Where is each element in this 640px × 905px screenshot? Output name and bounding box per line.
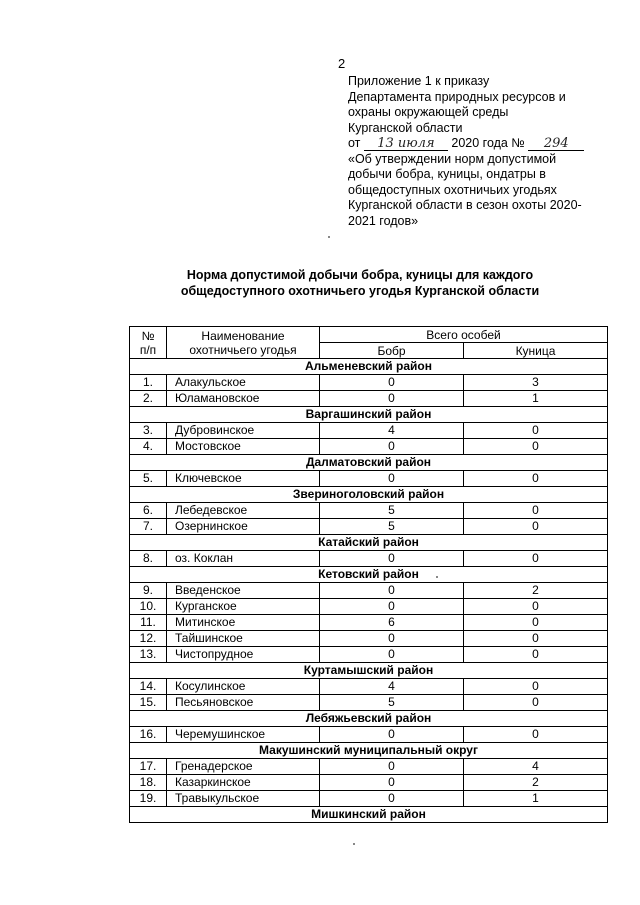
row-number: 8.	[130, 551, 167, 567]
district-name: Мишкинский район	[130, 807, 608, 823]
appendix-header	[348, 74, 610, 229]
header-name	[167, 327, 320, 359]
table-row	[130, 631, 608, 647]
beaver-count: 5	[320, 695, 464, 711]
district-row	[130, 407, 608, 423]
hunting-ground-name: Чистопрудное	[167, 647, 320, 663]
beaver-count: 0	[320, 551, 464, 567]
appendix-line: Курганской области	[348, 120, 463, 135]
district-row	[130, 359, 608, 375]
row-number: 2.	[130, 391, 167, 407]
document-title-line: общедоступного охотничьего угодья Курганской области	[180, 284, 540, 298]
scan-speck	[328, 236, 330, 238]
table-row	[130, 679, 608, 695]
table-row	[130, 599, 608, 615]
marten-count: 1	[464, 791, 608, 807]
header-num-line2: п/п	[139, 342, 157, 357]
hunting-ground-name: Ключевское	[167, 471, 320, 487]
table-row	[130, 503, 608, 519]
appendix-line: Приложение 1 к приказу	[348, 74, 490, 88]
district-name: Звериноголовский район	[130, 487, 608, 503]
hunting-ground-name: Курганское	[167, 599, 320, 615]
marten-count: 2	[464, 583, 608, 599]
order-title-line: добычи бобра, куницы, ондатры в	[348, 167, 546, 181]
hunting-ground-name: Казаркинское	[167, 775, 320, 791]
scan-speck	[353, 843, 355, 845]
beaver-count: 0	[320, 375, 464, 391]
district-name: Лебяжьевский район	[130, 711, 608, 727]
marten-count: 0	[464, 551, 608, 567]
district-name: Кетовский район	[130, 567, 608, 583]
header-num	[130, 327, 167, 359]
appendix-line: Департамента природных ресурсов и	[348, 89, 566, 104]
header-total: Всего особей	[320, 327, 608, 343]
beaver-count: 0	[320, 471, 464, 487]
district-row	[130, 567, 608, 583]
marten-count: 0	[464, 471, 608, 487]
marten-count: 0	[464, 679, 608, 695]
norms-table	[129, 326, 608, 823]
header-marten: Куница	[464, 343, 608, 359]
header-num-line1: №	[141, 328, 155, 343]
marten-count: 4	[464, 759, 608, 775]
row-number: 11.	[130, 615, 167, 631]
row-number: 5.	[130, 471, 167, 487]
marten-count: 0	[464, 695, 608, 711]
table-header-row	[130, 327, 608, 343]
beaver-count: 4	[320, 423, 464, 439]
scan-speck	[436, 576, 438, 578]
year-text: 2020 года №	[451, 136, 525, 150]
district-name: Далматовский район	[130, 455, 608, 471]
handwritten-date: 13 июля	[364, 137, 448, 151]
district-row	[130, 455, 608, 471]
row-number: 16.	[130, 727, 167, 743]
hunting-ground-name: Введенское	[167, 583, 320, 599]
beaver-count: 4	[320, 679, 464, 695]
table-row	[130, 727, 608, 743]
table-row	[130, 519, 608, 535]
row-number: 15.	[130, 695, 167, 711]
table-row	[130, 551, 608, 567]
table-row	[130, 423, 608, 439]
beaver-count: 0	[320, 791, 464, 807]
order-title-line: «Об утверждении норм допустимой	[348, 151, 557, 166]
beaver-count: 5	[320, 519, 464, 535]
marten-count: 0	[464, 647, 608, 663]
marten-count: 3	[464, 375, 608, 391]
district-name: Катайский район	[130, 535, 608, 551]
marten-count: 1	[464, 391, 608, 407]
row-number: 14.	[130, 679, 167, 695]
district-row	[130, 663, 608, 679]
hunting-ground-name: Косулинское	[167, 679, 320, 695]
beaver-count: 0	[320, 727, 464, 743]
beaver-count: 0	[320, 759, 464, 775]
beaver-count: 0	[320, 647, 464, 663]
marten-count: 0	[464, 519, 608, 535]
order-title-line: общедоступных охотничьих угодьях	[348, 182, 557, 197]
marten-count: 0	[464, 503, 608, 519]
row-number: 6.	[130, 503, 167, 519]
marten-count: 0	[464, 439, 608, 455]
hunting-ground-name: Мостовское	[167, 439, 320, 455]
hunting-ground-name: Озернинское	[167, 519, 320, 535]
header-beaver: Бобр	[320, 343, 464, 359]
row-number: 4.	[130, 439, 167, 455]
row-number: 7.	[130, 519, 167, 535]
beaver-count: 6	[320, 615, 464, 631]
beaver-count: 0	[320, 775, 464, 791]
table-row	[130, 439, 608, 455]
district-row	[130, 743, 608, 759]
district-row	[130, 535, 608, 551]
beaver-count: 0	[320, 631, 464, 647]
beaver-count: 0	[320, 391, 464, 407]
district-row	[130, 487, 608, 503]
table-row	[130, 391, 608, 407]
marten-count: 0	[464, 423, 608, 439]
row-number: 12.	[130, 631, 167, 647]
marten-count: 0	[464, 599, 608, 615]
table-row	[130, 791, 608, 807]
table-row	[130, 375, 608, 391]
marten-count: 0	[464, 615, 608, 631]
beaver-count: 0	[320, 599, 464, 615]
row-number: 19.	[130, 791, 167, 807]
table-row	[130, 695, 608, 711]
handwritten-order-number: 294	[528, 137, 584, 151]
appendix-line: охраны окружающей среды	[348, 105, 509, 119]
hunting-ground-name: Песьяновское	[167, 695, 320, 711]
row-number: 13.	[130, 647, 167, 663]
district-row	[130, 807, 608, 823]
document-title	[120, 267, 600, 299]
marten-count: 0	[464, 727, 608, 743]
district-name: Куртамышский район	[130, 663, 608, 679]
date-prefix: от	[348, 136, 361, 150]
hunting-ground-name: Юламановское	[167, 391, 320, 407]
hunting-ground-name: Гренадерское	[167, 759, 320, 775]
row-number: 3.	[130, 423, 167, 439]
beaver-count: 5	[320, 503, 464, 519]
header-name-line1: Наименование	[201, 328, 285, 343]
district-name: Макушинский муниципальный округ	[130, 743, 608, 759]
table-row	[130, 583, 608, 599]
order-date-line	[348, 136, 610, 152]
marten-count: 0	[464, 631, 608, 647]
order-title-line: 2021 годов»	[348, 213, 419, 228]
table-row	[130, 471, 608, 487]
hunting-ground-name: Дубровинское	[167, 423, 320, 439]
hunting-ground-name: оз. Коклан	[167, 551, 320, 567]
hunting-ground-name: Черемушинское	[167, 727, 320, 743]
table-row	[130, 759, 608, 775]
row-number: 18.	[130, 775, 167, 791]
hunting-ground-name: Тайшинское	[167, 631, 320, 647]
table-body	[130, 359, 608, 823]
row-number: 17.	[130, 759, 167, 775]
table-row	[130, 615, 608, 631]
document-title-line: Норма допустимой добычи бобра, куницы для каждого	[186, 268, 534, 282]
order-title-line: Курганской области в сезон охоты 2020-	[348, 198, 582, 212]
district-name: Альменевский район	[130, 359, 608, 375]
row-number: 9.	[130, 583, 167, 599]
page-number: 2	[338, 56, 346, 71]
hunting-ground-name: Лебедевское	[167, 503, 320, 519]
table-row	[130, 647, 608, 663]
beaver-count: 0	[320, 439, 464, 455]
hunting-ground-name: Алакульское	[167, 375, 320, 391]
row-number: 1.	[130, 375, 167, 391]
hunting-ground-name: Митинское	[167, 615, 320, 631]
marten-count: 2	[464, 775, 608, 791]
table-row	[130, 775, 608, 791]
hunting-ground-name: Травыкульское	[167, 791, 320, 807]
row-number: 10.	[130, 599, 167, 615]
beaver-count: 0	[320, 583, 464, 599]
district-row	[130, 711, 608, 727]
header-name-line2: охотничьего угодья	[189, 342, 297, 357]
district-name: Варгашинский район	[130, 407, 608, 423]
